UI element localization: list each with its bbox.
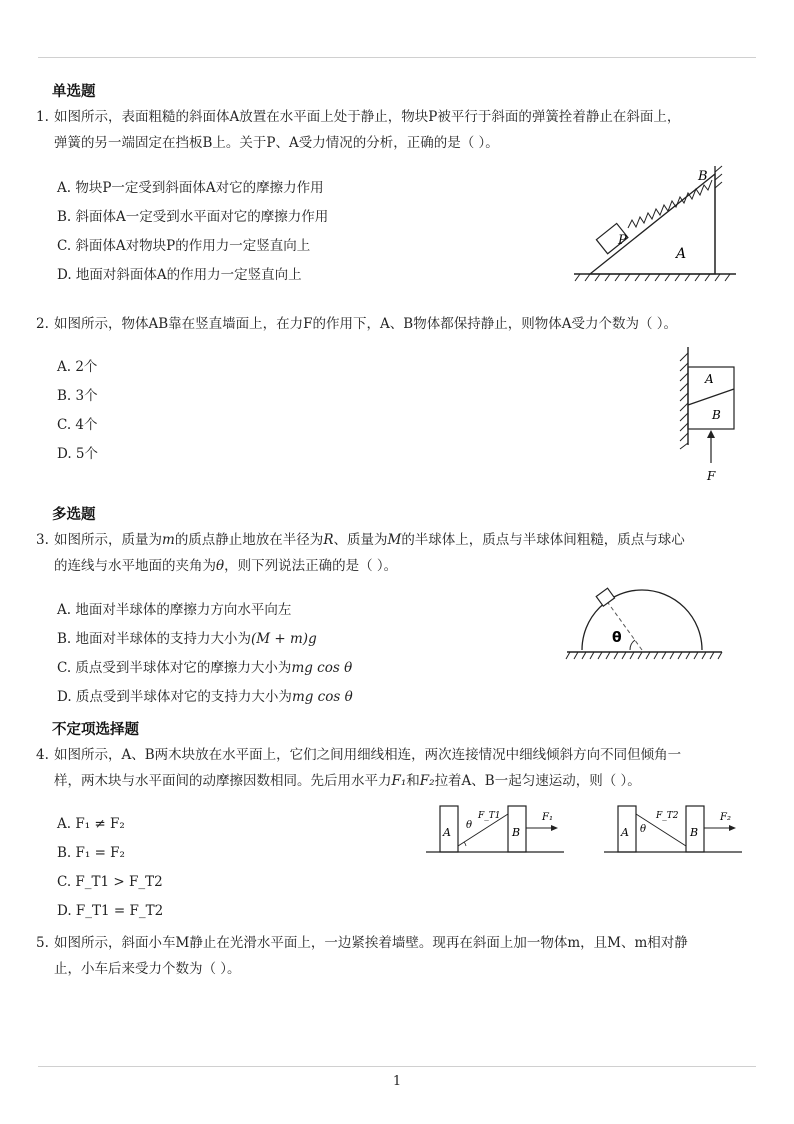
section-heading-indefinite: 不定项选择题: [52, 722, 139, 738]
question-number: 2.: [36, 316, 49, 332]
question-stem-line: 如图所示，斜面小车M静止在光滑水平面上，一边紧挨着墙壁。现再在斜面上加一物体m，且M、m相对静: [54, 935, 688, 951]
label-a: A: [676, 246, 687, 262]
option-c: C. 斜面体A对物块P的作用力一定竖直向上: [57, 238, 311, 254]
label-b: B: [512, 826, 521, 839]
question-number: 4.: [36, 747, 49, 763]
incline-spring-figure: [570, 160, 740, 285]
label-theta: θ: [640, 824, 647, 835]
question-stem-line: 如图所示，表面粗糙的斜面体A放置在水平面上处于静止，物块P被平行于斜面的弹簧拴着静止在斜面上，: [54, 109, 681, 125]
label-a: A: [705, 372, 714, 386]
question-number: 5.: [36, 935, 49, 951]
question-3: [36, 527, 751, 579]
blocks-figure-2: [602, 800, 747, 858]
question-stem-line: 如图所示，A、B两木块放在水平面上，它们之间用细线相连，两次连接情况中细线倾斜方向不同但倾角一: [54, 747, 682, 763]
question-stem-line: 如图所示，质量为m的质点静止地放在半径为R、质量为M的半球体上，质点与半球体间粗糙，质点与球心: [54, 532, 685, 548]
question-5: [36, 930, 751, 982]
label-b: B: [698, 169, 708, 184]
label-p: P: [618, 233, 627, 248]
label-f: F: [707, 469, 716, 483]
question-1: [36, 104, 751, 156]
question-stem-line: 弹簧的另一端固定在挡板B上。关于P、A受力情况的分析，正确的是（ ）。: [54, 135, 499, 151]
label-f2: F₂: [720, 812, 731, 823]
option-d: D. 地面对斜面体A的作用力一定竖直向上: [57, 267, 302, 283]
option-c: C. 质点受到半球体对它的摩擦力大小为mg cos θ: [57, 660, 353, 676]
bottom-rule: [38, 1066, 756, 1067]
option-c: C. F_T1 > F_T2: [57, 874, 163, 890]
option-a: A. 2个: [57, 359, 98, 375]
top-rule: [38, 57, 756, 58]
option-b: B. F₁ = F₂: [57, 845, 125, 861]
label-b: B: [690, 826, 699, 839]
option-a: A. 物块P一定受到斜面体A对它的摩擦力作用: [57, 180, 324, 196]
label-theta: θ: [612, 630, 622, 646]
label-b: B: [712, 408, 721, 422]
question-stem-line: 止，小车后来受力个数为（ ）。: [54, 961, 241, 977]
wall-blocks-figure: [672, 345, 742, 485]
option-c: C. 4个: [57, 417, 98, 433]
page-number: 1: [392, 1074, 402, 1089]
label-a: A: [621, 826, 629, 839]
section-heading-single: 单选题: [52, 84, 96, 100]
label-ft2: F_T2: [656, 811, 679, 821]
question-stem-line: 的连线与水平地面的夹角为θ，则下列说法正确的是（ ）。: [54, 558, 398, 574]
label-f1: F₁: [542, 812, 553, 823]
question-number: 1.: [36, 109, 49, 125]
question-number: 3.: [36, 532, 49, 548]
question-2: [36, 311, 751, 337]
question-stem-line: 如图所示，物体AB靠在竖直墙面上，在力F的作用下，A、B物体都保持静止，则物体A受力个数为（ ）。: [54, 316, 677, 332]
blocks-figure-1: [424, 800, 569, 858]
option-d: D. 5个: [57, 446, 99, 462]
question-4: [36, 742, 751, 794]
section-heading-multi: 多选题: [52, 507, 96, 523]
option-d: D. 质点受到半球体对它的支持力大小为mg cos θ: [57, 689, 353, 705]
label-ft1: F_T1: [478, 811, 501, 821]
hemisphere-figure: [562, 578, 732, 668]
label-a: A: [443, 826, 451, 839]
question-stem-line: 样，两木块与水平面间的动摩擦因数相同。先后用水平力F₁和F₂拉着A、B一起匀速运动，则（ ）。: [54, 773, 641, 789]
option-b: B. 斜面体A一定受到水平面对它的摩擦力作用: [57, 209, 329, 225]
label-theta: θ: [466, 820, 473, 831]
option-b: B. 3个: [57, 388, 98, 404]
option-b: B. 地面对半球体的支持力大小为(M + m)g: [57, 631, 317, 647]
option-a: A. 地面对半球体的摩擦力方向水平向左: [57, 602, 292, 618]
option-a: A. F₁ ≠ F₂: [57, 816, 125, 832]
option-d: D. F_T1 = F_T2: [57, 903, 164, 919]
